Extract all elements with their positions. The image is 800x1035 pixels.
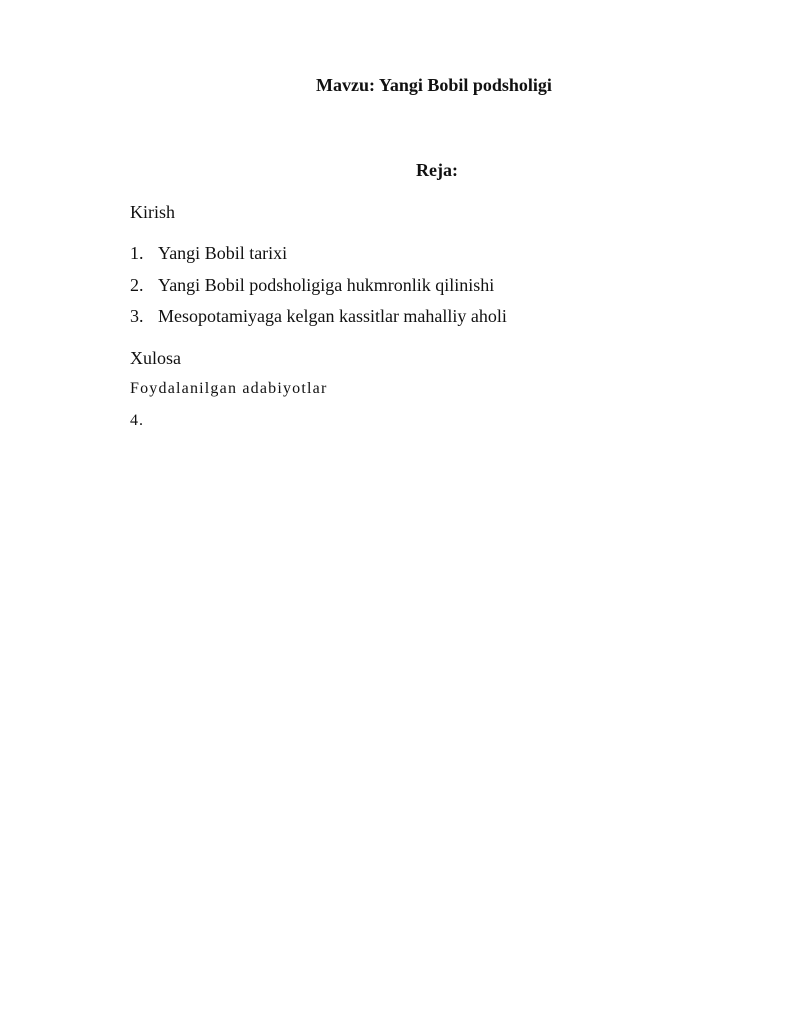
plan-item-number: 3. (130, 306, 144, 326)
plan-item (130, 243, 507, 275)
plan-item (130, 275, 507, 307)
trailing-number: 4. (130, 412, 144, 429)
conclusion-label: Xulosa (130, 348, 181, 368)
plan-item-number: 1. (130, 243, 144, 263)
plan-item-number: 2. (130, 274, 144, 295)
plan-item-text: Yangi Bobil podsholigiga hukmronlik qilinishi (158, 274, 495, 295)
plan-list (130, 243, 507, 338)
document-title: Mavzu: Yangi Bobil podsholigi (316, 75, 552, 95)
references-label: Foydalanilgan adabiyotlar (130, 380, 328, 397)
introduction-label: Kirish (130, 202, 175, 222)
plan-item-text: Yangi Bobil tarixi (158, 243, 288, 263)
plan-item (130, 306, 507, 338)
plan-item-text: Mesopotamiyaga kelgan kassitlar mahalliy aholi (158, 306, 507, 326)
plan-heading: Reja: (416, 160, 458, 180)
